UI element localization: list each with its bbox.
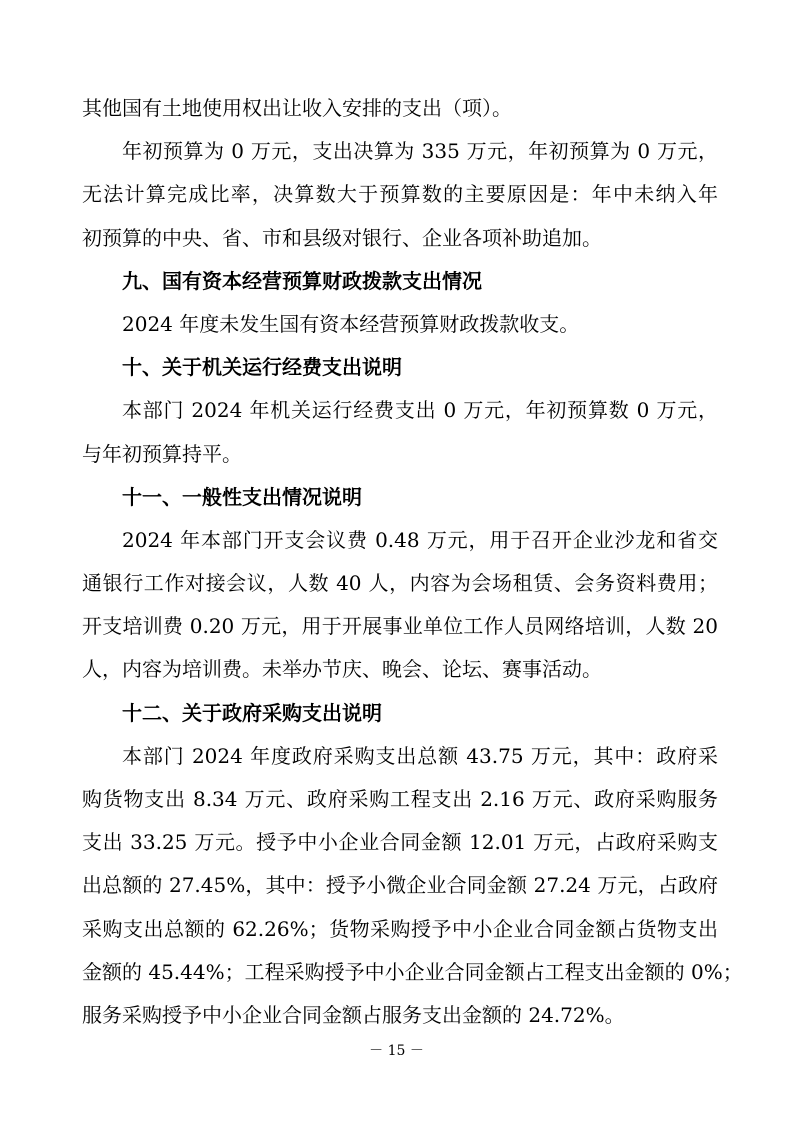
paragraph-line: 无法计算完成比率，决算数大于预算数的主要原因是：年中未纳入年 [82,182,718,207]
paragraph-line: 年初预算为 0 万元，支出决算为 335 万元，年初预算为 0 万元， [122,139,718,164]
paragraph-line: 开支培训费 0.20 万元，用于开展事业单位工作人员网络培训，人数 20 [82,614,718,639]
paragraph-line: 支出 33.25 万元。授予中小企业合同金额 12.01 万元，占政府采购支 [82,830,718,855]
paragraph-line: 初预算的中央、省、市和县级对银行、企业各项补助追加。 [82,225,602,250]
paragraph-line: 2024 年本部门开支会议费 0.48 万元，用于召开企业沙龙和省交 [122,527,718,552]
paragraph-line: 2024 年度未发生国有资本经营预算财政拨款收支。 [122,311,580,336]
document-body [82,96,743,1046]
page-number: － 15 － [369,1043,424,1059]
section-heading-11: 十一、一般性支出情况说明 [122,484,362,509]
paragraph-line: 出总额的 27.45%，其中：授予小微企业合同金额 27.24 万元，占政府 [82,873,718,898]
section-heading-9: 九、国有资本经营预算财政拨款支出情况 [122,268,482,293]
paragraph-line: 本部门 2024 年度政府采购支出总额 43.75 万元，其中：政府采 [122,743,718,768]
paragraph-line: 与年初预算持平。 [82,441,242,466]
section-heading-12: 十二、关于政府采购支出说明 [122,700,382,725]
paragraph-line: 金额的 45.44%；工程采购授予中小企业合同金额占工程支出金额的 0%； [82,959,743,984]
paragraph-line: 本部门 2024 年机关运行经费支出 0 万元，年初预算数 0 万元， [122,398,718,423]
paragraph-line: 服务采购授予中小企业合同金额占服务支出金额的 24.72%。 [82,1002,625,1027]
section-heading-10: 十、关于机关运行经费支出说明 [122,355,402,380]
paragraph-line: 其他国有土地使用权出让收入安排的支出（项）。 [82,96,512,120]
paragraph-line: 人，内容为培训费。未举办节庆、晚会、论坛、赛事活动。 [82,657,602,682]
paragraph-line: 购货物支出 8.34 万元、政府采购工程支出 2.16 万元、政府采购服务 [82,787,718,811]
paragraph-line: 采购支出总额的 62.26%；货物采购授予中小企业合同金额占货物支出 [82,916,718,941]
paragraph-line: 通银行工作对接会议，人数 40 人，内容为会场租赁、会务资料费用； [82,571,718,596]
